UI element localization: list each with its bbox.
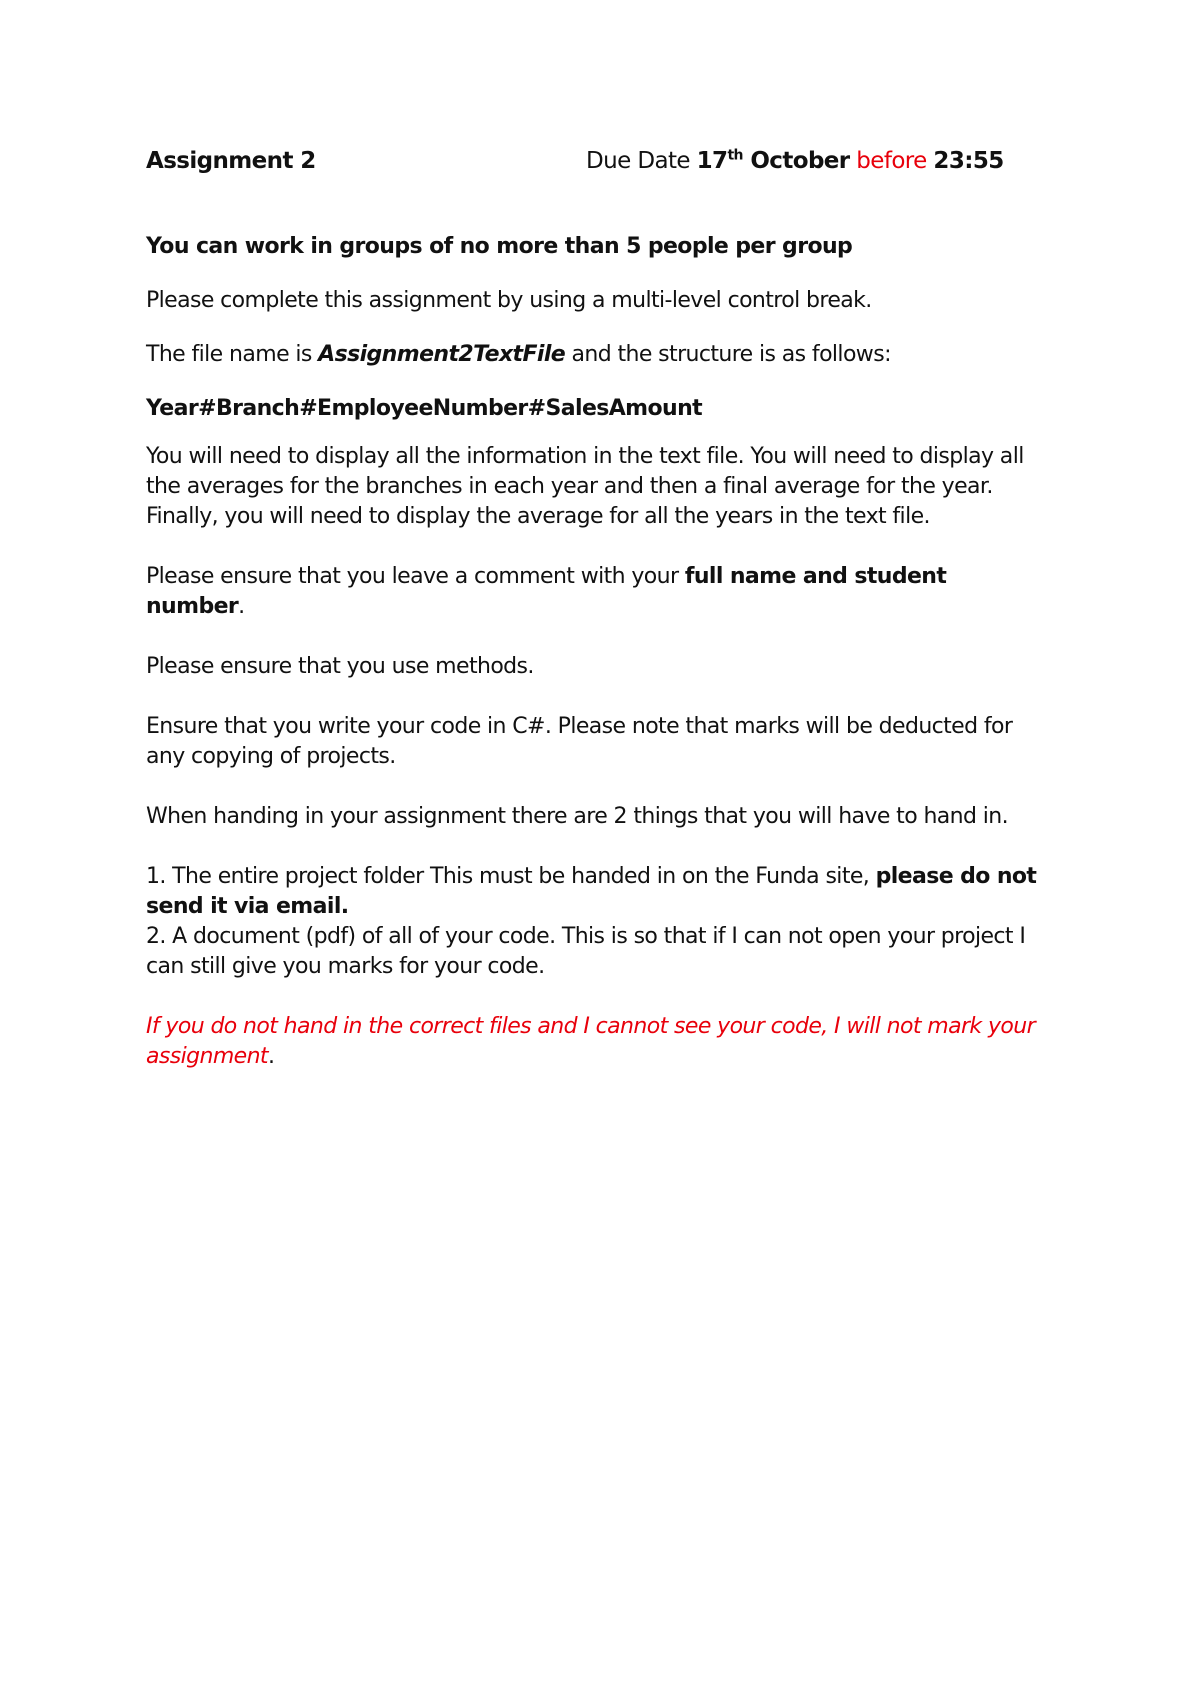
hand-in-intro: When handing in your assignment there are 2 things that you will have to hand in. [146, 804, 1009, 829]
header-row [146, 146, 1046, 180]
instruction-text: Please complete this assignment by using a multi-level control break. [146, 288, 872, 313]
comment-bold: full name and student number [146, 564, 947, 619]
comment-requirement: Please ensure that you leave a comment with your full name and student number. [146, 564, 947, 619]
hand-in-item-2: 2. A document (pdf) of all of your code. This is so that if I can not open your project I can still give you marks for your code. [146, 924, 1026, 979]
file-name: Assignment2TextFile [318, 342, 566, 367]
methods-requirement: Please ensure that you use methods. [146, 654, 534, 679]
final-warning: If you do not hand in the correct files and I cannot see your code, I will not mark your assignment. [146, 1014, 1036, 1069]
language-requirement: Ensure that you write your code in C#. Please note that marks will be deducted for any copying of projects. [146, 714, 1013, 769]
due-before: before [856, 148, 927, 174]
due-day: 17th October [696, 147, 850, 174]
due-month: October [750, 148, 850, 174]
display-requirements: You will need to display all the information in the text file. You will need to display all the averages for the branches in each year and then a final average for the year. Finally, you will need to display the average for all the years in the text file. [146, 444, 1024, 529]
due-day-suffix: th [727, 147, 743, 164]
due-time: 23:55 [933, 148, 1004, 174]
document-page [146, 146, 1046, 1072]
hand-in-item-1: 1. The entire project folder This must be handed in on the Funda site, please do not send it via email. [146, 864, 1037, 919]
due-date [586, 146, 1004, 176]
assignment-title: Assignment 2 [146, 148, 316, 174]
due-label: Due Date [586, 148, 690, 174]
file-name-line: The file name is Assignment2TextFile and the structure is as follows: [146, 342, 891, 367]
email-warning: please do not send it via email. [146, 864, 1037, 919]
group-info: You can work in groups of no more than 5 people per group [146, 234, 853, 259]
file-structure: Year#Branch#EmployeeNumber#SalesAmount [146, 396, 703, 421]
